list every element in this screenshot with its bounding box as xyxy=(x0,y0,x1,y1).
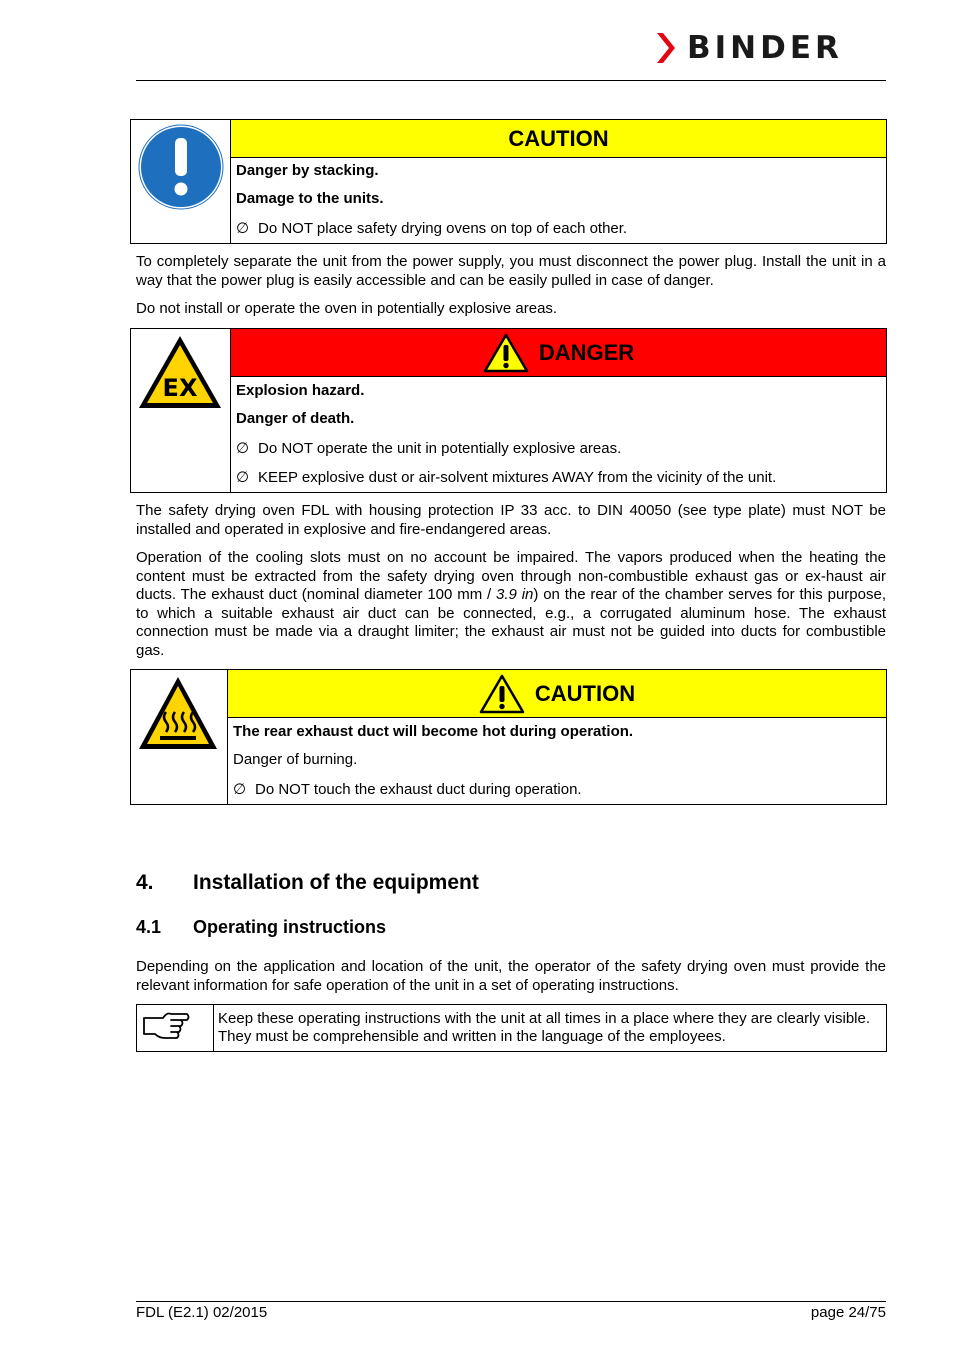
caution-bullet-text: Do NOT place safety drying ovens on top of each other. xyxy=(258,220,628,237)
paragraph-ip33: The safety drying oven FDL with housing protection IP 33 acc. to DIN 40050 (see type plate) must NOT be installed and operated in explosive and fire-endangered areas. xyxy=(136,502,886,538)
explosion-warning-icon xyxy=(136,333,224,411)
section-number: 4. xyxy=(136,871,154,894)
danger-title: DANGER xyxy=(538,339,635,365)
paragraph-operating-instructions: Depending on the application and location of the unit, the operator of the safety drying oven must provide the relevant information for safe operation of the unit in a set of operating instructions. xyxy=(136,958,886,994)
danger-bullet-1 xyxy=(236,440,621,458)
danger-bullet-text-1: Do NOT operate the unit in potentially explosive areas. xyxy=(258,440,622,457)
icon-cell xyxy=(131,670,228,804)
brand-name: BINDER xyxy=(687,30,843,66)
prohibition-symbol: ∅ xyxy=(236,469,250,486)
footer-page-number: page 24/75 xyxy=(810,1304,886,1321)
warning-triangle-icon xyxy=(483,333,529,373)
prohibition-symbol: ∅ xyxy=(233,781,247,798)
pointing-hand-icon xyxy=(141,1008,191,1046)
danger-bullet-text-2: KEEP explosive dust or air-solvent mixtures AWAY from the vicinity of the unit. xyxy=(258,469,777,486)
mandatory-info-icon xyxy=(138,124,224,210)
icon-cell xyxy=(137,1005,214,1051)
caution-box-hot-duct xyxy=(130,669,887,805)
exhaust-text-2: ) on the rear of the chamber serves for this purpose, to which a suitable exhaust air duct can be connected, e.g., a corrugated aluminum hose. The exhaust connection must be made via a draught limiter; the exhaust air must not be guided into ducts for combustible gas. xyxy=(136,586,886,659)
danger-bullet-2 xyxy=(236,469,776,487)
caution-title: CAUTION xyxy=(508,125,609,151)
note-box xyxy=(136,1004,887,1052)
note-text: Keep these operating instructions with the unit at all times in a place where they are clearly visible. They must be comprehensible and written in the language of the employees. xyxy=(218,1010,871,1045)
exhaust-text-1: Operation of the cooling slots must on no account be impaired. The vapors produced when the heating the content must be extracted from the safety drying oven through non-combustible exhaust gas or ex-haust air ducts. The exhaust duct (nominal diameter 100 mm / xyxy=(136,549,886,603)
caution-bullet-1 xyxy=(236,220,627,238)
danger-line-2: Danger of death. xyxy=(236,410,355,427)
header-rule xyxy=(136,80,886,81)
danger-line-1: Explosion hazard. xyxy=(236,382,365,399)
ex-label: EX xyxy=(162,374,198,402)
caution2-title: CAUTION xyxy=(534,680,636,706)
caution-line-2: Damage to the units. xyxy=(236,190,384,207)
caution-box-stacking xyxy=(130,119,887,244)
exhaust-italic: 3.9 in xyxy=(496,586,534,603)
paragraph-power-plug: To completely separate the unit from the power supply, you must disconnect the power plug. Install the unit in a way that the power plug is easily accessible and can be easily pulled in case of danger. xyxy=(136,253,886,289)
caution2-line-1: The rear exhaust duct will become hot during operation. xyxy=(233,723,634,740)
footer-rule xyxy=(136,1301,886,1302)
caution2-line-2: Danger of burning. xyxy=(233,751,358,768)
caution-line-1: Danger by stacking. xyxy=(236,162,379,179)
caution2-bullet-1 xyxy=(233,781,582,799)
caution-header xyxy=(231,120,886,158)
subsection-heading xyxy=(136,917,386,938)
icon-cell xyxy=(131,120,231,243)
caution2-header xyxy=(228,670,886,718)
icon-cell xyxy=(131,329,231,492)
section-title: Installation of the equipment xyxy=(193,871,479,894)
paragraph-explosive-areas: Do not install or operate the oven in potentially explosive areas. xyxy=(136,300,558,317)
paragraph-exhaust xyxy=(136,549,886,660)
danger-header xyxy=(231,329,886,377)
danger-box-explosion xyxy=(130,328,887,493)
prohibition-symbol: ∅ xyxy=(236,440,250,457)
caution2-bullet-text: Do NOT touch the exhaust duct during operation. xyxy=(255,781,582,798)
hot-surface-warning-icon xyxy=(136,674,220,752)
binder-logo xyxy=(655,30,843,66)
subsection-title: Operating instructions xyxy=(193,917,387,937)
prohibition-symbol: ∅ xyxy=(236,220,250,237)
section-heading xyxy=(136,871,479,895)
subsection-number: 4.1 xyxy=(136,917,162,937)
warning-triangle-icon xyxy=(479,674,525,714)
footer-document-id: FDL (E2.1) 02/2015 xyxy=(136,1304,268,1321)
binder-logo-mark-icon xyxy=(655,31,681,65)
